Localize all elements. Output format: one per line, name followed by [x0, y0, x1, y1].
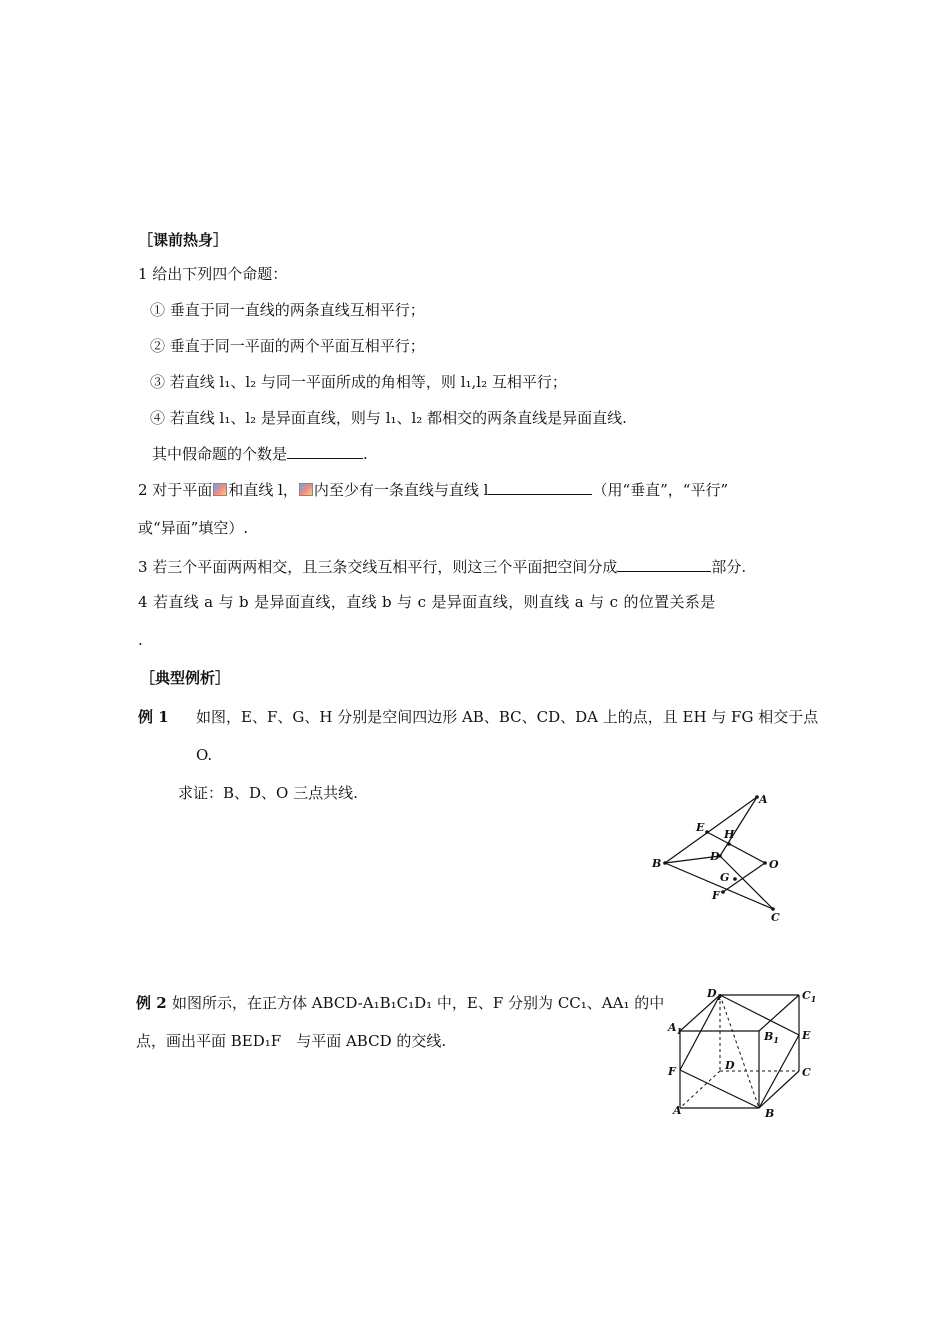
q4-line-1: 4 若直线 a 与 b 是异面直线，直线 b 与 c 是异面直线，则直线 a 与 c 的位置关系是 [138, 593, 716, 611]
ex1-line-2: O. [196, 746, 213, 764]
q2-part3: 内至少有一条直线与直线 l [313, 481, 489, 499]
vertex-A-label: A [673, 1104, 682, 1117]
q4-line-2: . [138, 631, 143, 649]
figure-2-cube [665, 983, 825, 1123]
q2-part4: （用“垂直”，“平行” [592, 481, 729, 499]
point-F-label: F [712, 889, 720, 902]
vertex-B1-label [763, 1030, 779, 1045]
q1-item-2: ② 垂直于同一平面的两个平面互相平行； [150, 337, 425, 355]
q3 [138, 556, 746, 577]
q2-part1: 2 对于平面 [138, 481, 213, 499]
vertex-B-label: B [765, 1107, 775, 1120]
answer-blank[interactable] [287, 443, 363, 459]
alpha-plane-icon [213, 483, 227, 496]
point-C-label: C [771, 911, 780, 924]
vertex-D1-letter: D [707, 987, 717, 1000]
q2-line-2: 或“异面”填空）. [138, 519, 249, 537]
examples-header: ［典型例析］ [140, 669, 231, 687]
point-E-label: E [802, 1029, 811, 1042]
vertex-B1-subscript: 1 [773, 1035, 779, 1045]
ex2-text: 如图所示，在正方体 ABCD-A₁B₁C₁D₁ 中，E、F 分别为 CC₁、AA₁ 的中 [172, 994, 665, 1012]
answer-blank[interactable] [488, 479, 592, 495]
q3-text: 3 若三个平面两两相交，且三条交线互相平行，则这三个平面把空间分成 [138, 558, 618, 576]
vertex-D1-subscript: 1 [716, 992, 723, 1002]
vertex-D-label: D [725, 1059, 735, 1072]
q1-ask [152, 443, 368, 464]
alpha-plane-icon [299, 483, 313, 496]
ex2-line-2: 点，画出平面 BED₁F 与平面 ABCD 的交线. [136, 1032, 447, 1050]
vertex-C1-label [802, 989, 816, 1004]
point-A-label: A [759, 793, 768, 806]
answer-blank[interactable] [617, 556, 711, 572]
figure-1-spatial-quadrilateral [645, 785, 815, 925]
q1-ask-end: . [363, 445, 368, 463]
ex1-text: 如图，E、F、G、H 分别是空间四边形 AB、BC、CD、DA 上的点，且 EH 与 FG 相交于点 [196, 708, 819, 726]
vertex-A1-subscript: 1 [676, 1026, 683, 1036]
warmup-header: ［课前热身］ [138, 231, 229, 249]
vertex-B1-letter: B [764, 1030, 774, 1043]
ex2-label: 例 2 [136, 994, 167, 1012]
q1-item-3: ③ 若直线 l₁、l₂ 与同一平面所成的角相等，则 l₁,l₂ 互相平行； [150, 373, 567, 391]
point-E-label: E [696, 821, 705, 834]
point-O-label: O [769, 858, 779, 871]
vertex-C1-letter: C [802, 989, 811, 1002]
point-G-label: G [720, 871, 730, 884]
vertex-D1-label [706, 987, 722, 1002]
q1-item-4: ④ 若直线 l₁、l₂ 是异面直线，则与 l₁、l₂ 都相交的两条直线是异面直线. [150, 409, 627, 427]
vertex-C-label: C [802, 1066, 811, 1079]
point-H-label: H [724, 828, 735, 841]
q2-part2: 和直线 l， [228, 481, 298, 499]
vertex-A1-label [667, 1021, 682, 1036]
q3-end: 部分. [711, 558, 747, 576]
point-D-label: D [710, 850, 720, 863]
point-F-label: F [668, 1065, 676, 1078]
vertex-C1-subscript: 1 [810, 994, 817, 1004]
point-B-label: B [652, 857, 662, 870]
q2-line-1 [138, 479, 728, 500]
ex1-prove: 求证：B、D、O 三点共线. [178, 784, 358, 802]
q1-ask-text: 其中假命题的个数是 [152, 445, 288, 463]
q1-intro: 1 给出下列四个命题： [138, 265, 288, 283]
q1-item-1: ① 垂直于同一直线的两条直线互相平行； [150, 301, 425, 319]
vertex-A1-letter: A [668, 1021, 677, 1034]
ex1-label: 例 1 [138, 708, 169, 726]
